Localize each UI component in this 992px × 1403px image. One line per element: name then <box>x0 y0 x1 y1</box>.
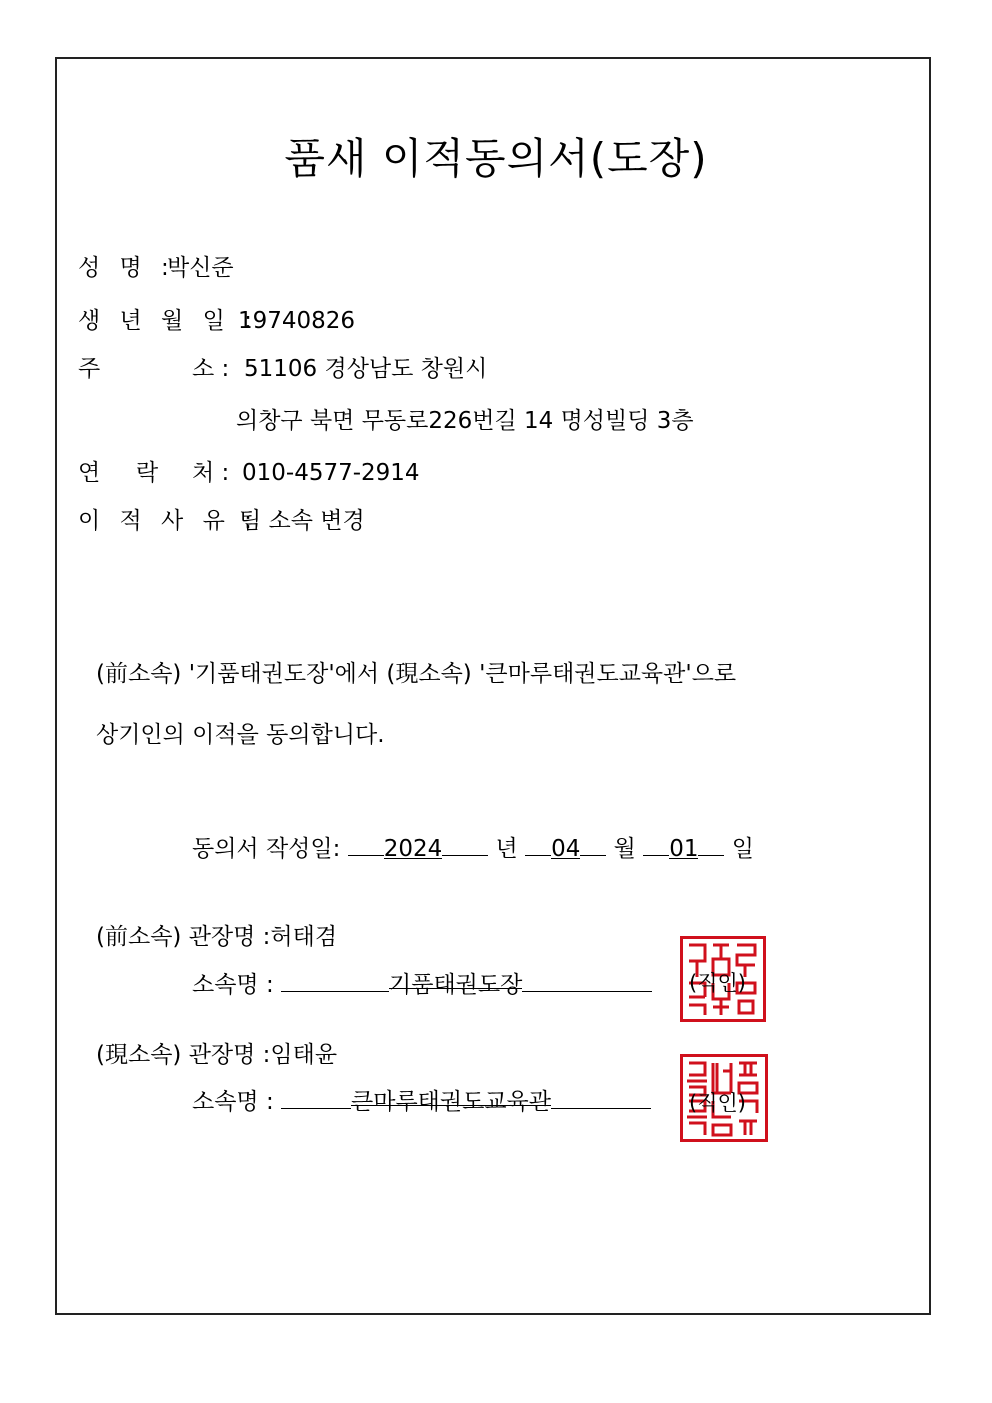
field-contact <box>78 459 678 489</box>
reason-label: 이 적 사 유 : <box>78 508 258 534</box>
address-line1: 51106 경상남도 창원시 <box>244 356 488 382</box>
birth-value: 19740826 <box>238 308 356 334</box>
birth-label: 생 년 월 일 : <box>78 308 258 334</box>
date-underline <box>580 833 606 856</box>
current-affiliation <box>192 1083 651 1116</box>
contact-label-c: 처 : <box>192 460 230 486</box>
current-affil-label: 소속명 : <box>192 1089 274 1115</box>
contact-label-a: 연 <box>78 460 101 486</box>
date-underline <box>348 833 384 856</box>
date-year-unit: 년 <box>495 836 518 862</box>
date-underline <box>643 833 669 856</box>
affil-underline <box>281 969 389 992</box>
statement-line2: 상기인의 이적을 동의합니다. <box>96 722 385 748</box>
former-director: (前소속) 관장명 :허태겸 <box>96 924 338 950</box>
contact-label-b: 락 <box>136 460 159 486</box>
date-year: 2024 <box>383 836 443 862</box>
date-underline <box>698 833 724 856</box>
statement-line1: (前소속) '기품태권도장'에서 (現소속) '큰마루태권도교육관'으로 <box>96 661 737 687</box>
date-day-unit: 일 <box>731 836 755 862</box>
field-reason <box>78 507 678 537</box>
reason-value: 팀 소속 변경 <box>239 508 365 534</box>
former-seal-mark: (직인) <box>689 971 746 995</box>
date-underline <box>442 833 488 856</box>
current-director: (現소속) 관장명 :임태윤 <box>96 1042 338 1068</box>
date-month-unit: 월 <box>613 836 636 862</box>
address-label-b: 소 : <box>192 356 230 382</box>
name-value: 박신준 <box>167 255 234 281</box>
date-day: 01 <box>669 836 699 862</box>
address-label-a: 주 <box>78 356 101 382</box>
address-line2: 의창구 북면 무동로226번길 14 명성빌딩 3층 <box>236 408 694 434</box>
document-title: 품새 이적동의서(도장) <box>284 134 708 183</box>
former-seal-stamp <box>680 936 766 1022</box>
field-birthdate <box>78 307 678 337</box>
former-affil-value: 기품태권도장 <box>389 966 522 989</box>
date-label: 동의서 작성일: <box>192 836 341 862</box>
field-name <box>78 254 678 284</box>
affil-underline <box>522 969 652 992</box>
contact-value: 010-4577-2914 <box>242 460 420 486</box>
date-underline <box>525 833 551 856</box>
current-seal-stamp <box>680 1054 768 1142</box>
date-month: 04 <box>551 836 581 862</box>
field-address <box>78 355 828 385</box>
former-affiliation <box>192 966 652 999</box>
name-label: 성 명 : <box>78 255 175 281</box>
date-line <box>192 830 754 863</box>
current-seal-mark: (직인) <box>689 1091 746 1115</box>
affil-underline <box>551 1086 651 1109</box>
former-affil-label: 소속명 : <box>192 972 274 998</box>
current-affil-value: 큰마루태권도교육관 <box>351 1083 551 1106</box>
affil-underline <box>281 1086 351 1109</box>
